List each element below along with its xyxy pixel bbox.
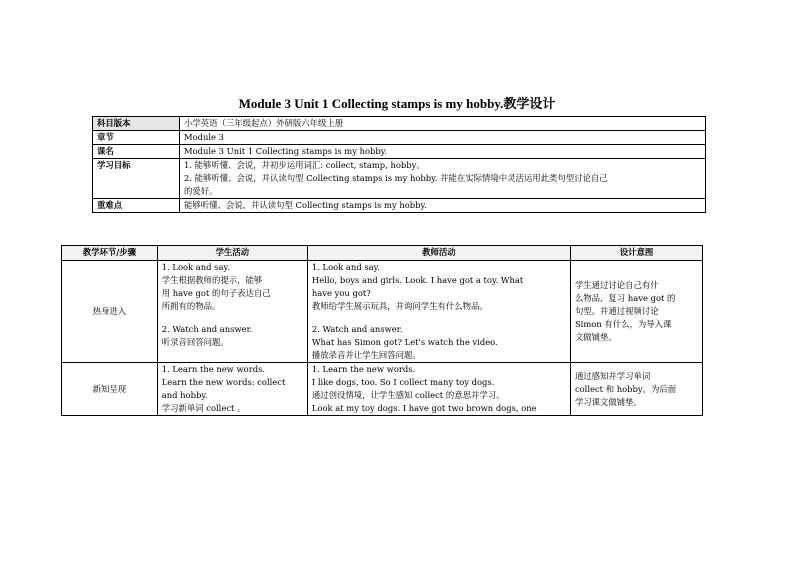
cell-line: 用 have got 的句子表达自己	[161, 288, 271, 298]
cell-line: 1. Look and say.	[311, 262, 380, 272]
info-key: 科目版本	[93, 117, 180, 131]
info-key: 学习目标	[93, 159, 180, 199]
cell-line: 播放录音并让学生回答问题。	[311, 350, 421, 360]
cell-line: 1. Look and say.	[161, 262, 230, 272]
info-row	[93, 117, 706, 131]
cell-line	[162, 313, 303, 323]
header-student: 学生活动	[157, 246, 307, 261]
cell-line: 听录音回答问题。	[161, 337, 229, 347]
cell-line: 么物品，复习 have got 的	[574, 293, 676, 303]
cell-line: 小学英语（三年级起点）外研版六年级上册	[184, 118, 344, 128]
stage-cell: 热身进入	[62, 261, 158, 363]
header-stage: 教学环节/步骤	[62, 246, 158, 261]
cell-line: 2. Watch and answer.	[161, 324, 253, 334]
cell-line: 1. Learn the new words.	[161, 364, 266, 374]
cell-line: 文做铺垫。	[574, 332, 617, 342]
info-value	[180, 117, 706, 131]
info-value	[180, 159, 706, 199]
cell-line: 2. 能够听懂、会说，并认读句型 Collecting stamps is my hobby. 并能在实际情境中灵活运用此类句型讨论自己	[184, 173, 608, 183]
info-value	[180, 199, 706, 213]
info-row	[93, 159, 706, 199]
info-row	[93, 199, 706, 213]
info-value	[180, 145, 706, 159]
cell-line: and hobby.	[161, 390, 208, 400]
course-info-table	[92, 116, 706, 213]
cell-line: 句型。并通过视频讨论	[574, 306, 659, 316]
info-key: 课名	[93, 145, 180, 159]
activity-table	[61, 245, 703, 416]
cell-line: Module 3	[184, 132, 224, 142]
page-title: Module 3 Unit 1 Collecting stamps is my hobby.教学设计	[238, 96, 556, 111]
cell-line: 学生通过讨论自己有什	[574, 280, 659, 290]
cell-line: Module 3 Unit 1 Collecting stamps is my hobby.	[184, 146, 388, 156]
cell-line	[312, 313, 566, 323]
cell-line: 的爱好。	[184, 186, 218, 196]
design-intent-cell	[570, 261, 702, 363]
info-row	[93, 131, 706, 145]
student-activity-cell	[157, 261, 307, 363]
cell-line: 学习新单词 collect 。	[161, 403, 246, 413]
info-key: 章节	[93, 131, 180, 145]
cell-line: Hello, boys and girls. Look. I have got a toy. What	[311, 275, 524, 285]
student-activity-cell	[157, 363, 307, 416]
cell-line: 能够听懂、会说，并认读句型 Collecting stamps is my hobby.	[184, 200, 427, 210]
info-value	[180, 131, 706, 145]
activity-row	[62, 363, 703, 416]
cell-line: Simon 有什么，为导入课	[574, 319, 672, 329]
cell-line: 通过创设情境，让学生感知 collect 的意思并学习。	[311, 390, 505, 400]
cell-line: I like dogs, too. So I collect many toy dogs.	[311, 377, 495, 387]
teacher-activity-cell	[307, 261, 570, 363]
cell-line: 通过感知并学习单词	[574, 370, 651, 381]
design-intent-cell	[570, 363, 702, 416]
info-row	[93, 145, 706, 159]
cell-line: 所拥有的物品。	[161, 301, 221, 311]
activity-row	[62, 261, 703, 363]
activity-header-row	[62, 246, 703, 261]
header-design: 设计意图	[570, 246, 702, 261]
info-key: 重难点	[93, 199, 180, 213]
cell-line: 教师给学生展示玩具，并询问学生有什么物品。	[311, 301, 488, 311]
cell-line: Look at my toy dogs. I have got two brown dogs, one	[311, 403, 537, 413]
cell-line: have you got?	[311, 288, 371, 298]
cell-line: 学习课文做铺垫。	[574, 396, 642, 407]
cell-line: Learn the new words: collect	[161, 377, 286, 387]
cell-line: collect 和 hobby，为后面	[574, 383, 677, 394]
cell-line: 学生根据教师的提示，能够	[161, 275, 263, 285]
cell-line: What has Simon got? Let's watch the video.	[311, 337, 498, 347]
cell-line: 1. Learn the new words.	[311, 364, 416, 374]
header-teacher: 教师活动	[307, 246, 570, 261]
teacher-activity-cell	[307, 363, 570, 416]
cell-line: 1. 能够听懂、会说，并初步运用词汇: collect, stamp, hobby。	[184, 160, 425, 170]
stage-cell: 新知呈现	[62, 363, 158, 416]
cell-line: 2. Watch and answer.	[311, 324, 403, 334]
